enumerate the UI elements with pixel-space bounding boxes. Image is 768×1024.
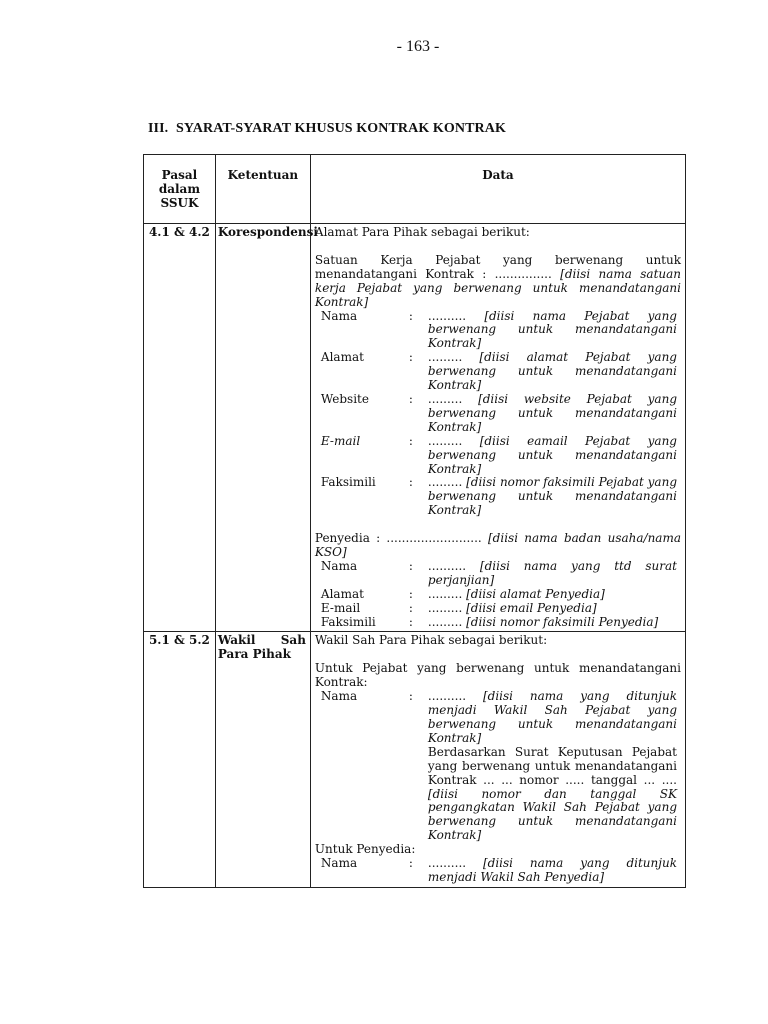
penyedia-field <box>315 560 681 588</box>
field-note: [diisi website Pejabat yang berwenang untuk menandatangani Kontrak] <box>427 391 677 434</box>
field-colon: : <box>408 433 413 448</box>
header-ketentuan: Ketentuan <box>215 155 310 224</box>
ketentuan-word: Wakil <box>217 633 256 648</box>
field-value <box>428 857 681 885</box>
ketentuan-line <box>218 634 306 648</box>
section-number: III. <box>148 121 169 136</box>
data-cell <box>310 224 685 632</box>
field-colon: : <box>408 614 413 629</box>
sk-note: [diisi nomor dan tanggal SK pengangkatan Wakil Sah Pejabat yang berwenang untuk menandatangani Kontrak] <box>427 786 677 843</box>
field-label: Nama <box>320 689 358 704</box>
field-dots: .......... <box>427 308 485 323</box>
field-dots: ......... <box>427 600 467 615</box>
sk-text: Berdasarkan Surat Keputusan Pejabat yang berwenang untuk menandatangani Kontrak ... ... nomor ..... tanggal ... .... <box>427 744 677 787</box>
field-value <box>428 616 681 630</box>
field-colon: : <box>408 586 413 601</box>
field-dots: ......... <box>427 433 480 448</box>
field-dots: ......... <box>427 475 467 490</box>
field-note: [diisi alamat Penyedia] <box>466 586 605 601</box>
table-row <box>144 632 686 887</box>
field-colon: : <box>408 308 413 323</box>
field-note: [diisi nama yang ditunjuk menjadi Wakil Sah Pejabat yang berwenang untuk menandatangani Kontrak] <box>427 689 677 745</box>
correspondence-intro: Alamat Para Pihak sebagai berikut: <box>314 225 530 239</box>
pejabat-field <box>315 476 681 518</box>
field-value <box>428 393 681 435</box>
field-note: [diisi nomor faksimili Pejabat yang berwenang untuk menandatangani Kontrak] <box>427 475 677 518</box>
field-label: Faksimili <box>320 614 376 629</box>
ketentuan-word: Sah <box>280 633 306 648</box>
header-pasal: Pasal dalam SSUK <box>144 155 216 224</box>
penyedia-prefix: Penyedia : ......................... <box>314 531 488 546</box>
field-note: [diisi nama yang ditunjuk menjadi Wakil Sah Penyedia] <box>427 856 677 884</box>
data-cell <box>310 632 685 887</box>
field-label: Alamat <box>320 350 364 365</box>
table-header-row <box>144 155 686 224</box>
pejabat-field <box>315 351 681 393</box>
section-title-text: SYARAT-SYARAT KHUSUS KONTRAK KONTRAK <box>176 121 506 136</box>
field-colon: : <box>408 391 413 406</box>
field-dots: ......... <box>427 391 479 406</box>
field-value <box>428 602 681 616</box>
penyedia-field <box>315 602 681 616</box>
field-note: [diisi nomor faksimili Penyedia] <box>466 614 659 629</box>
field-label: E-mail <box>320 600 361 615</box>
field-label: Faksimili <box>320 475 376 490</box>
pejabat-intro: Untuk Pejabat yang berwenang untuk menandatangani Kontrak: <box>314 661 681 690</box>
field-colon: : <box>408 856 413 871</box>
satker-prefix: Satuan Kerja Pejabat yang berwenang untuk menandatangani Kontrak : ............... <box>314 252 681 281</box>
ketentuan-cell <box>215 632 310 887</box>
field-note: [diisi email Penyedia] <box>466 600 597 615</box>
field-dots: .......... <box>427 558 480 573</box>
field-colon: : <box>408 558 413 573</box>
field-value <box>428 560 681 588</box>
field-label: Alamat <box>320 586 364 601</box>
field-note: [diisi nama Pejabat yang berwenang untuk menandatangani Kontrak] <box>427 308 677 351</box>
pasal-cell: 4.1 & 4.2 <box>144 224 216 632</box>
field-label: Nama <box>320 558 358 573</box>
field-label: Nama <box>320 308 358 323</box>
field-dots: ......... <box>427 614 467 629</box>
field-colon: : <box>408 475 413 490</box>
pasal-cell: 5.1 & 5.2 <box>144 632 216 887</box>
field-label: Website <box>320 391 369 406</box>
field-note: [diisi alamat Pejabat yang berwenang untuk menandatangani Kontrak] <box>427 350 677 393</box>
field-note: [diisi eamail Pejabat yang berwenang untuk menandatangani Kontrak] <box>427 433 677 476</box>
header-data: Data <box>310 155 685 224</box>
page-number: - 163 - <box>396 38 440 55</box>
ssuk-table <box>143 154 686 888</box>
field-colon: : <box>408 350 413 365</box>
field-dots: ......... <box>427 350 480 365</box>
penyedia-field <box>315 588 681 602</box>
ketentuan-cell: Korespondensi <box>215 224 310 632</box>
field-dots: .......... <box>427 689 483 704</box>
field-label: Nama <box>320 856 358 871</box>
field-note: [diisi nama yang ttd surat perjanjian] <box>427 558 677 587</box>
field-label: E-mail <box>320 433 361 448</box>
field-value <box>428 690 681 843</box>
penyedia-note: [diisi nama badan usaha/nama KSO] <box>314 531 681 560</box>
wakil-pejabat-field <box>315 690 681 843</box>
ketentuan-line: Para Pihak <box>217 647 291 662</box>
field-value <box>428 435 681 477</box>
section-title <box>148 121 506 137</box>
satker-note: [diisi nama satuan kerja Pejabat yang berwenang untuk menandatangani Kontrak] <box>314 266 682 309</box>
table-row <box>144 224 686 632</box>
pejabat-field <box>315 310 681 352</box>
field-value <box>428 310 681 352</box>
wakil-intro: Wakil Sah Para Pihak sebagai berikut: <box>314 633 548 648</box>
wakil-penyedia-field <box>315 857 681 885</box>
field-value <box>428 351 681 393</box>
pejabat-field <box>315 393 681 435</box>
field-colon: : <box>408 689 413 704</box>
penyedia-line <box>315 532 681 560</box>
pejabat-field <box>315 435 681 477</box>
field-value <box>428 588 681 602</box>
field-colon: : <box>408 600 413 615</box>
satker-line <box>315 254 681 310</box>
penyedia-field <box>315 616 681 630</box>
field-dots: ......... <box>427 586 467 601</box>
penyedia-intro: Untuk Penyedia: <box>314 842 416 857</box>
field-dots: .......... <box>427 856 483 871</box>
field-value <box>428 476 681 518</box>
